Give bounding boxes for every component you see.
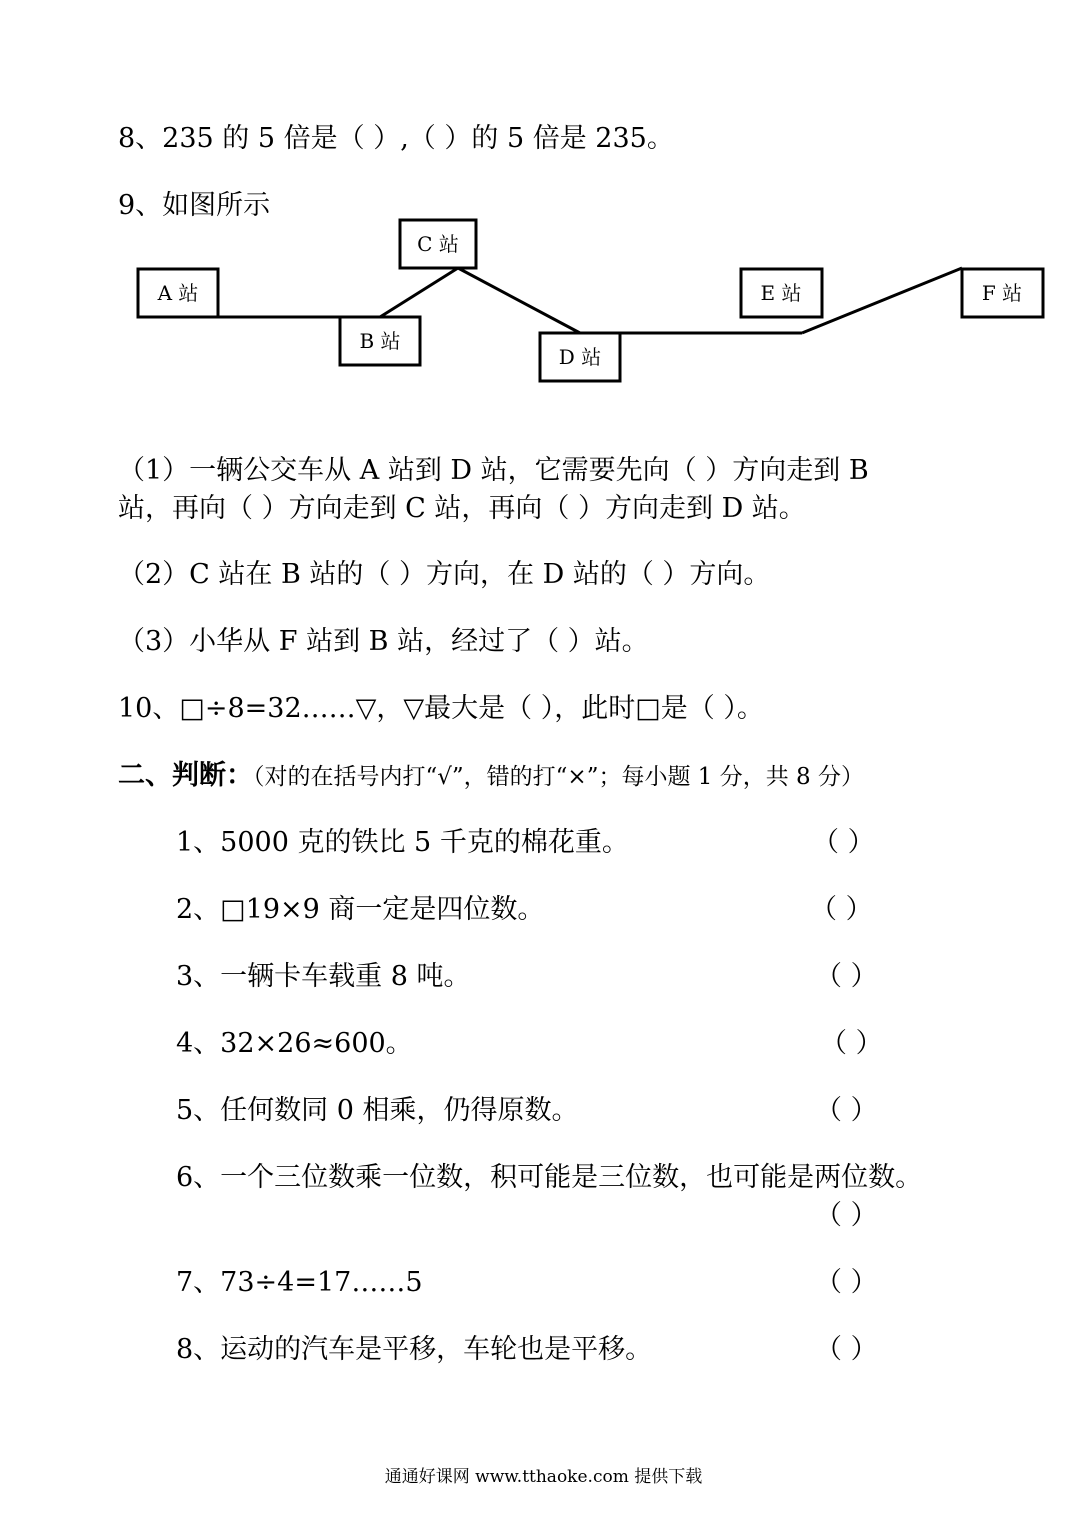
route-b-c	[380, 268, 458, 317]
judgment-item: 2、□19×9 商一定是四位数。	[176, 894, 545, 925]
question-9-sub1-line2: 站，再向（ ）方向走到 C 站，再向（ ）方向走到 D 站。	[118, 493, 806, 524]
answer-paren[interactable]: （ ）	[815, 961, 878, 992]
station-a-label: A 站	[157, 281, 199, 305]
judgment-instruction: （对的在括号内打“√”，错的打“×”；每小题 1 分，共 8 分）	[253, 764, 864, 790]
station-diagram	[0, 0, 1087, 420]
judgment-heading: 二、判断：	[118, 760, 253, 791]
station-d-label: D 站	[558, 345, 602, 369]
route-e-f	[802, 268, 962, 333]
judgment-item: 6、一个三位数乘一位数，积可能是三位数，也可能是两位数。	[176, 1162, 923, 1193]
question-9-sub2: （2）C 站在 B 站的（ ）方向，在 D 站的（ ）方向。	[118, 559, 771, 590]
footer-download-note: 通通好课网 www.tthaoke.com 提供下载	[384, 1467, 703, 1487]
answer-paren[interactable]: （ ）	[815, 1200, 878, 1231]
answer-paren[interactable]: （ ）	[815, 1267, 878, 1298]
route-c-d	[458, 268, 580, 333]
judgment-item: 7、73÷4=17……5	[176, 1267, 423, 1298]
answer-paren[interactable]: （ ）	[815, 1334, 878, 1365]
question-9-sub3: （3）小华从 F 站到 B 站，经过了（ ）站。	[118, 626, 649, 657]
judgment-item: 1、5000 克的铁比 5 千克的棉花重。	[176, 827, 629, 858]
judgment-item: 4、32×26≈600。	[176, 1028, 413, 1059]
answer-paren[interactable]: （ ）	[815, 1095, 878, 1126]
question-8: 8、235 的 5 倍是（ ）,（ ）的 5 倍是 235。	[118, 123, 674, 154]
judgment-item: 3、一辆卡车载重 8 吨。	[176, 961, 471, 992]
question-9-title: 9、如图所示	[118, 190, 271, 221]
answer-paren[interactable]: （ ）	[810, 894, 873, 925]
question-9-sub1-line1: （1）一辆公交车从 A 站到 D 站，它需要先向（ ）方向走到 B	[118, 455, 869, 486]
judgment-item: 5、任何数同 0 相乘，仍得原数。	[176, 1095, 579, 1126]
judgment-header	[118, 759, 864, 794]
station-f-label: F 站	[981, 281, 1023, 305]
station-b-label: B 站	[359, 329, 401, 353]
judgment-item: 8、运动的汽车是平移，车轮也是平移。	[176, 1334, 653, 1365]
question-10: 10、□÷8=32……▽，▽最大是（ ），此时□是（ ）。	[118, 693, 764, 724]
answer-paren[interactable]: （ ）	[820, 1028, 883, 1059]
answer-paren[interactable]: （ ）	[812, 827, 875, 858]
station-c-label: C 站	[417, 232, 459, 256]
station-e-label: E 站	[760, 281, 802, 305]
